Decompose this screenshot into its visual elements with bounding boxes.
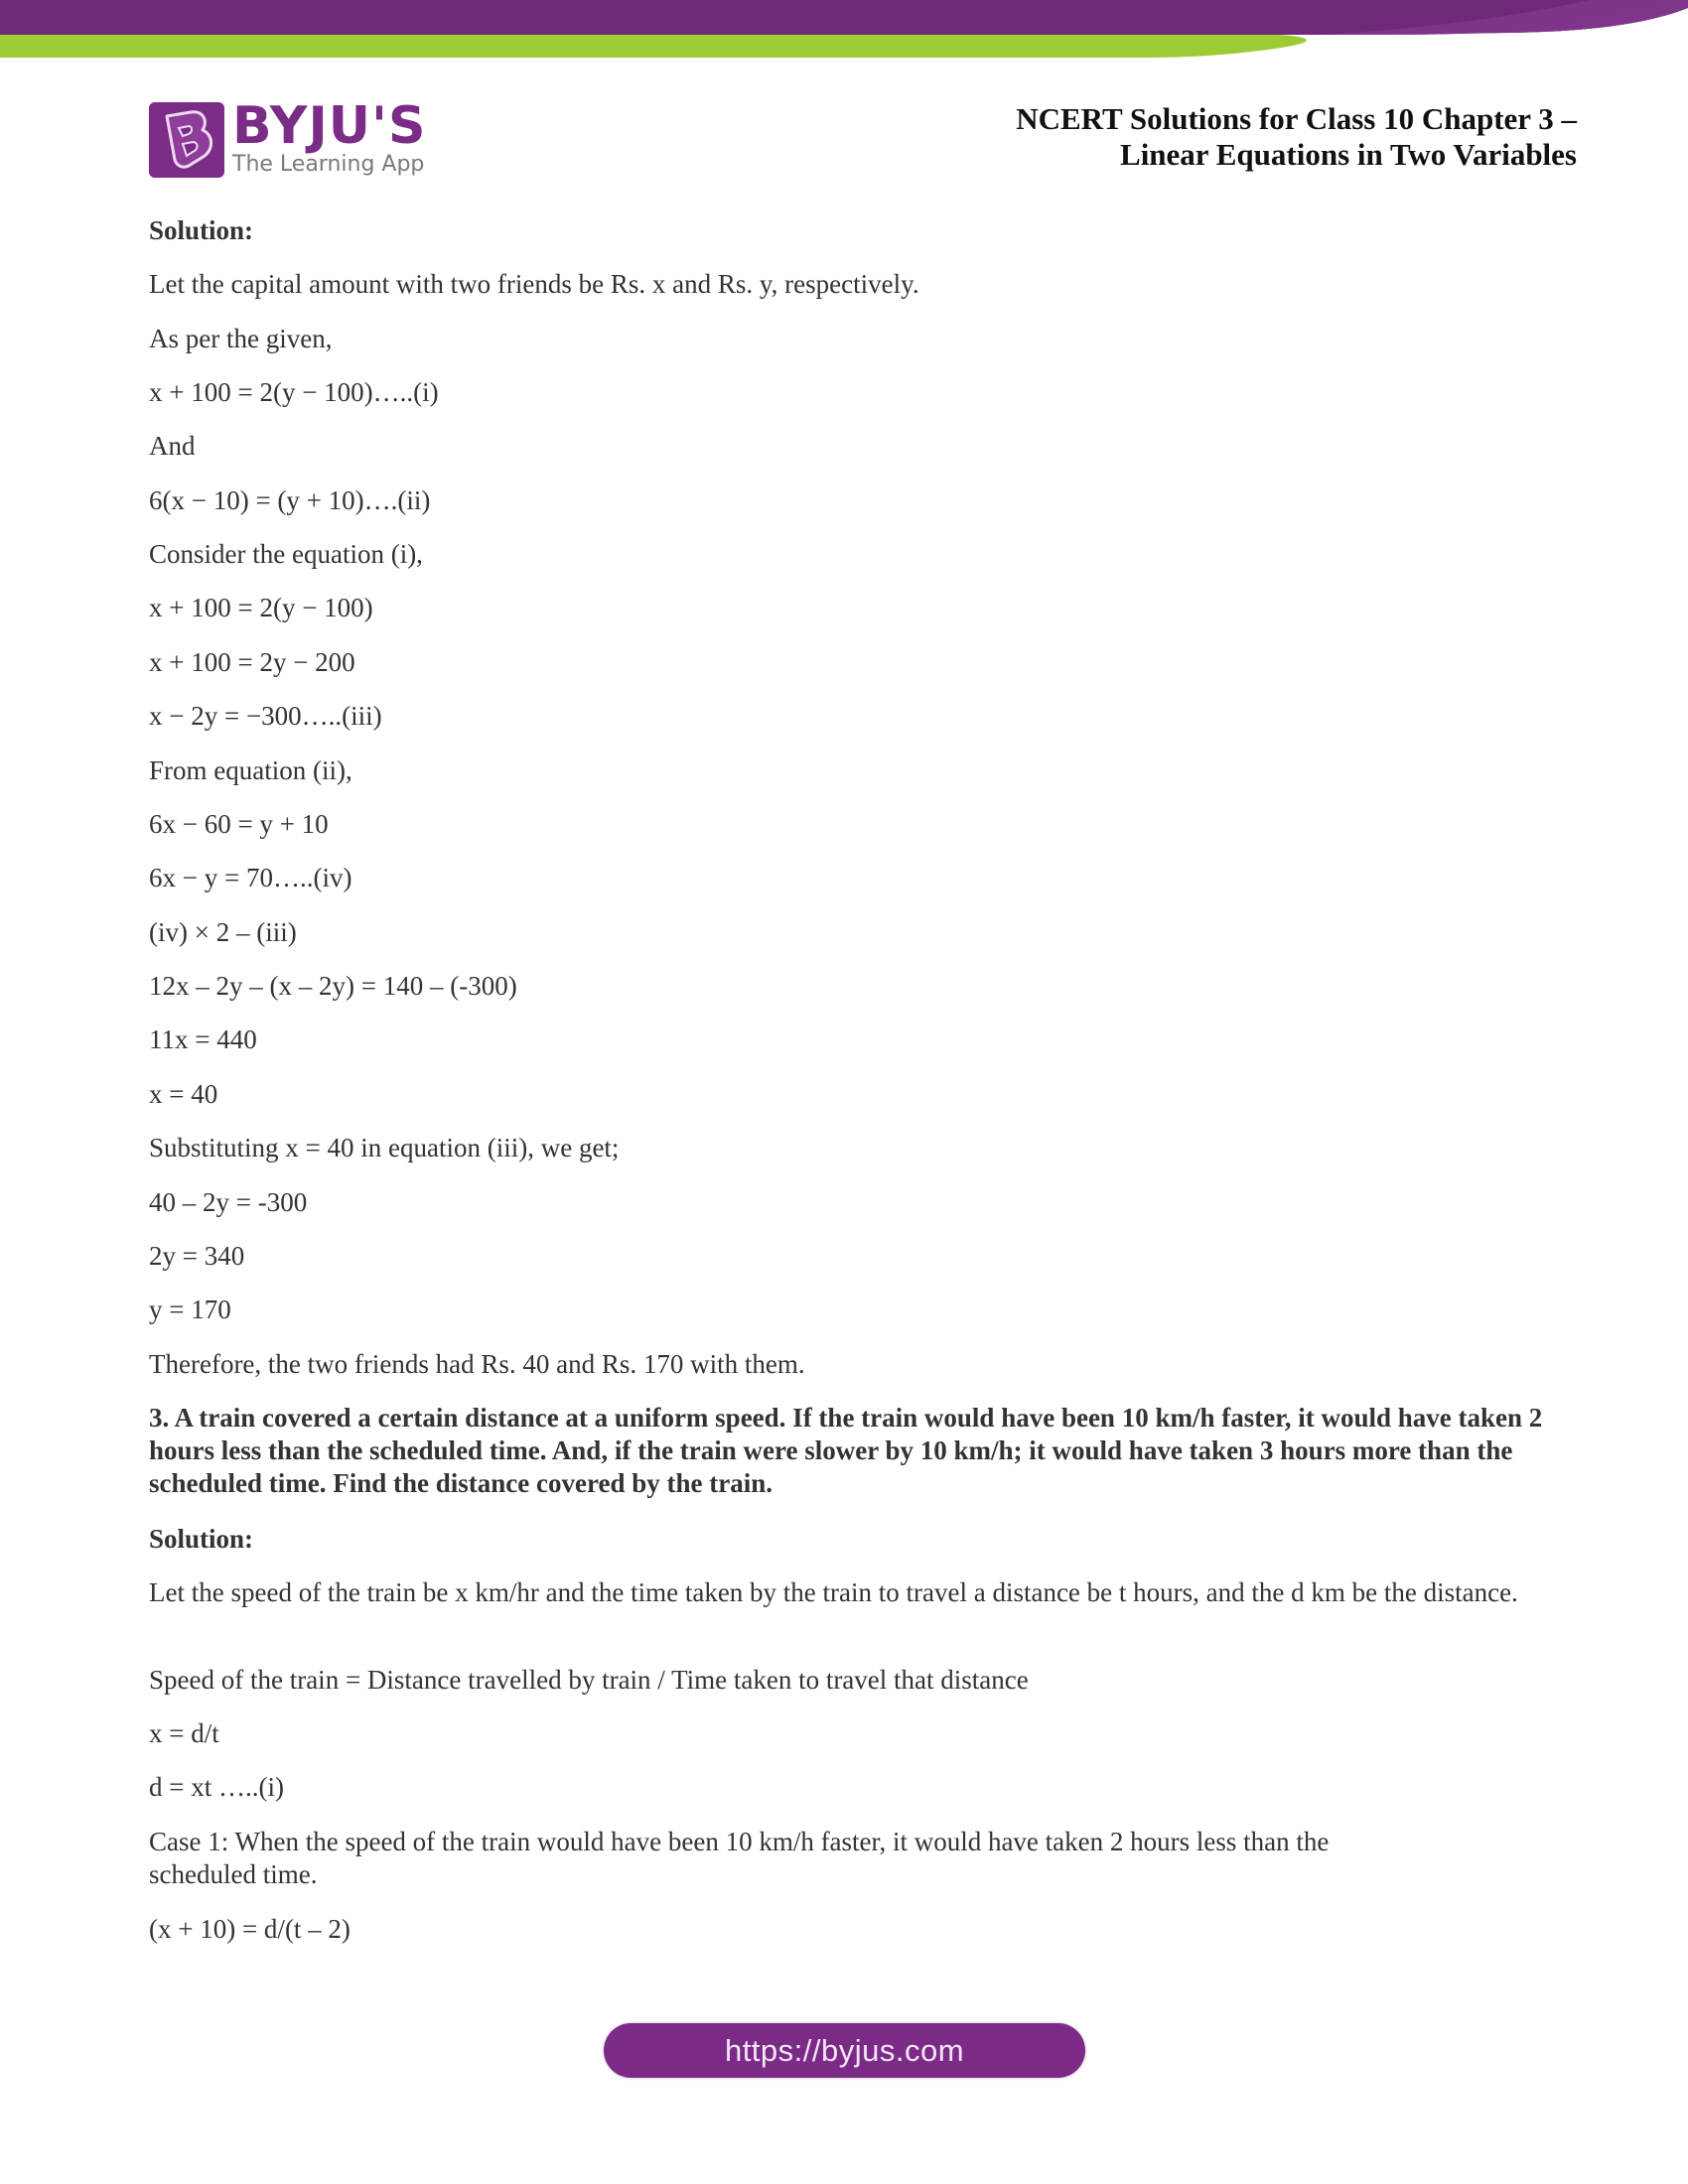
solution-line: Let the speed of the train be x km/hr and the time taken by the train to travel a distance be t hours, and the d km be the distance. xyxy=(149,1577,1518,1607)
document-title-line2: Linear Equations in Two Variables xyxy=(1120,137,1577,172)
solution-line: Case 1: When the speed of the train would have been 10 km/h faster, it would have taken 2 hours less than the scheduled time. xyxy=(149,1827,1330,1889)
solution-line: And xyxy=(149,431,196,461)
logo-tagline: The Learning App xyxy=(232,152,425,177)
equation-line: (x + 10) = d/(t – 2) xyxy=(149,1914,351,1944)
byjus-logo[interactable] xyxy=(149,96,437,181)
question-3: 3. A train covered a certain distance at a uniform speed. If the train would have been 10 km/h faster, it would have taken 2 hours less than the scheduled time. And, if the train were slower by 10 km/h; it would have taken 3 hours more than the scheduled time. Find the distance covered by the train. xyxy=(149,1403,1543,1498)
solution-heading: Solution: xyxy=(149,1524,254,1554)
equation-line: 11x = 440 xyxy=(149,1024,257,1054)
solution-line: Consider the equation (i), xyxy=(149,539,423,569)
equation-line: x = 40 xyxy=(149,1079,218,1109)
document-title-line1: NCERT Solutions for Class 10 Chapter 3 – xyxy=(1016,101,1577,136)
footer-url-link[interactable]: https://byjus.com xyxy=(724,2032,965,2068)
equation-line: x − 2y = −300…..(iii) xyxy=(149,701,382,731)
logo-wordmark: BYJU'S xyxy=(232,96,427,156)
solution-line: Let the capital amount with two friends be Rs. x and Rs. y, respectively. xyxy=(149,269,919,299)
footer-url-button[interactable] xyxy=(604,2023,1085,2078)
equation-line: x + 100 = 2(y − 100) xyxy=(149,593,373,622)
equation-line: x = d/t xyxy=(149,1718,219,1748)
equation-line: 6(x − 10) = (y + 10)….(ii) xyxy=(149,485,431,515)
equation-line: 6x − 60 = y + 10 xyxy=(149,809,329,839)
solution-heading: Solution: xyxy=(149,215,254,245)
header-decorative-band xyxy=(0,0,1688,69)
equation-line: d = xt …..(i) xyxy=(149,1772,284,1802)
equation-line: 6x − y = 70…..(iv) xyxy=(149,863,352,892)
equation-line: 40 – 2y = -300 xyxy=(149,1187,308,1217)
solution-conclusion: Therefore, the two friends had Rs. 40 and Rs. 170 with them. xyxy=(149,1349,805,1379)
equation-line: 12x – 2y – (x – 2y) = 140 – (-300) xyxy=(149,971,517,1001)
solution-line: As per the given, xyxy=(149,324,333,353)
byjus-b-logo-icon xyxy=(149,102,224,178)
document-title xyxy=(1016,101,1577,173)
equation-line: 2y = 340 xyxy=(149,1241,245,1271)
solution-line: Speed of the train = Distance travelled by train / Time taken to travel that distance xyxy=(149,1665,1029,1695)
equation-line: (iv) × 2 – (iii) xyxy=(149,917,297,947)
solution-line: Substituting x = 40 in equation (iii), we get; xyxy=(149,1133,620,1162)
solution-line: From equation (ii), xyxy=(149,755,352,785)
equation-line: x + 100 = 2y − 200 xyxy=(149,647,355,677)
equation-line: x + 100 = 2(y − 100)…..(i) xyxy=(149,377,439,407)
equation-line: y = 170 xyxy=(149,1295,231,1324)
